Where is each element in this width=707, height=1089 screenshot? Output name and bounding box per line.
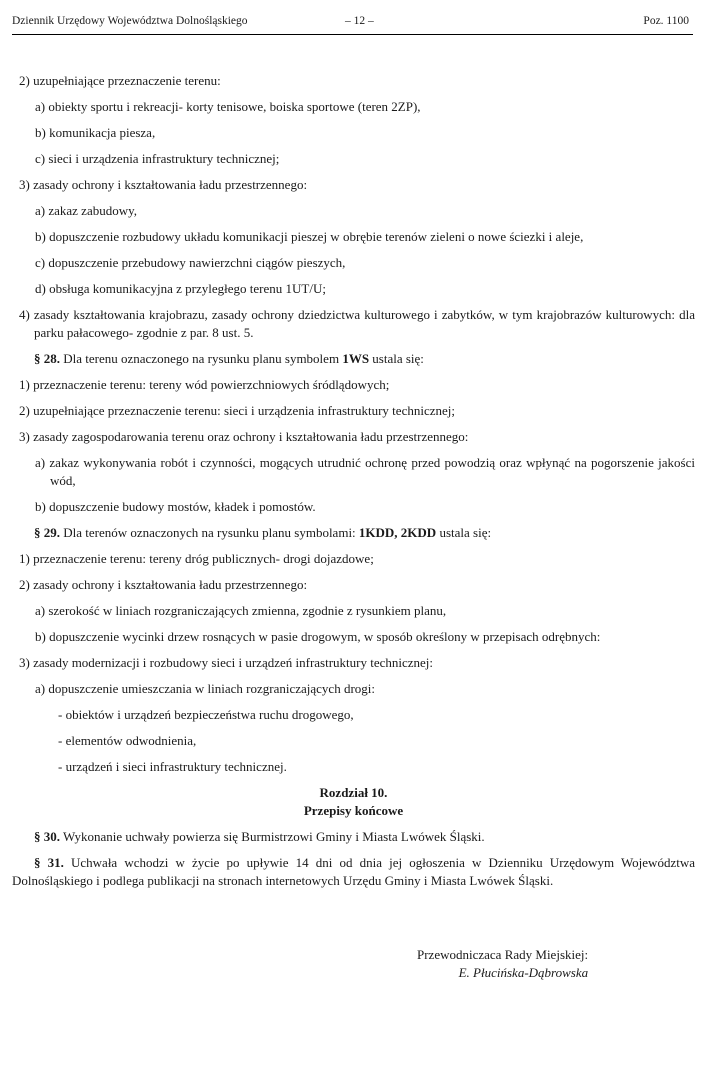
area-symbol: 1KDD, 2KDD	[358, 525, 437, 540]
chapter-heading	[12, 784, 695, 820]
list-item: a) obiekty sportu i rekreacji- korty tenisowe, boiska sportowe (teren 2ZP),	[35, 99, 421, 114]
list-item: d) obsługa komunikacyjna z przyległego terenu 1UT/U;	[35, 281, 326, 296]
journal-title: Dziennik Urzędowy Województwa Dolnośląskiego	[12, 15, 248, 27]
list-item: 4) zasady kształtowania krajobrazu, zasady ochrony dziedzictwa kulturowego i zabytków, w tym krajobrazów kulturowych: dla parku pałacowego- zgodnie z par. 8 ust. 5.	[19, 307, 695, 340]
paragraph-28	[12, 350, 695, 368]
list-item: b) dopuszczenie budowy mostów, kładek i pomostów.	[35, 499, 316, 514]
paragraph-text: Uchwała wchodzi w życie po upływie 14 dni od dnia jej ogłoszenia w Dzienniku Urzędowym Województwa Dolnośląskiego i podlega publikacji na stronach internetowych Urzędu Gminy i Miasta Lwówek Śląski.	[12, 855, 695, 888]
list-item: 1) przeznaczenie terenu: tereny dróg publicznych- drogi dojazdowe;	[19, 551, 374, 566]
document-body	[12, 72, 695, 898]
list-item: 3) zasady modernizacji i rozbudowy sieci i urządzeń infrastruktury technicznej:	[19, 655, 434, 670]
paragraph-number: § 31.	[34, 855, 64, 870]
paragraph-text: ustala się:	[436, 525, 492, 540]
list-item: 3) zasady ochrony i kształtowania ładu przestrzennego:	[19, 177, 308, 192]
list-item: 2) zasady ochrony i kształtowania ładu przestrzennego:	[19, 577, 308, 592]
paragraph-29	[12, 524, 695, 542]
paragraph-text: Dla terenu oznaczonego na rysunku planu symbolem	[60, 351, 343, 366]
page-number: – 12 –	[345, 15, 374, 27]
list-item: a) szerokość w liniach rozgraniczających zmienna, zgodnie z rysunkiem planu,	[35, 603, 447, 618]
list-item: 3) zasady zagospodarowania terenu oraz ochrony i kształtowania ładu przestrzennego:	[19, 429, 469, 444]
list-item: - elementów odwodnienia,	[58, 733, 197, 748]
list-item: a) dopuszczenie umieszczania w liniach rozgraniczających drogi:	[35, 681, 375, 696]
list-item: 2) uzupełniające przeznaczenie terenu: sieci i urządzenia infrastruktury technicznej;	[19, 403, 455, 418]
list-item: - urządzeń i sieci infrastruktury technicznej.	[58, 759, 287, 774]
list-item: b) dopuszczenie rozbudowy układu komunikacji pieszej w obrębie terenów zieleni o nowe ściezki i aleje,	[35, 229, 584, 244]
list-item: c) dopuszczenie przebudowy nawierzchni ciągów pieszych,	[35, 255, 346, 270]
chapter-number: Rozdział 10.	[319, 785, 388, 800]
paragraph-number: § 29.	[34, 525, 60, 540]
list-item: a) zakaz zabudowy,	[35, 203, 138, 218]
paragraph-number: § 28.	[34, 351, 60, 366]
paragraph-31	[12, 854, 695, 890]
signatory-role: Przewodniczaca Rady Miejskiej:	[417, 947, 589, 962]
paragraph-text: Dla terenów oznaczonych na rysunku planu symbolami:	[60, 525, 359, 540]
paragraph-number: § 30.	[34, 829, 60, 844]
list-item: c) sieci i urządzenia infrastruktury technicznej;	[35, 151, 280, 166]
list-item: - obiektów i urządzeń bezpieczeństwa ruchu drogowego,	[58, 707, 354, 722]
paragraph-text: Wykonanie uchwały powierza się Burmistrzowi Gminy i Miasta Lwówek Śląski.	[60, 829, 485, 844]
page-header	[12, 12, 693, 35]
paragraph-text: ustala się:	[369, 351, 424, 366]
position-number: Poz. 1100	[643, 15, 689, 27]
list-item: b) dopuszczenie wycinki drzew rosnących w pasie drogowym, w sposób określony w przepisach odrębnych:	[35, 629, 601, 644]
list-item: 2) uzupełniające przeznaczenie terenu:	[19, 73, 221, 88]
signatory-name: E. Płucińska-Dąbrowska	[458, 965, 589, 980]
list-item: b) komunikacja piesza,	[35, 125, 156, 140]
chapter-title: Przepisy końcowe	[303, 803, 404, 818]
area-symbol: 1WS	[342, 351, 370, 366]
paragraph-30	[12, 828, 695, 846]
signature-block	[417, 946, 588, 982]
list-item: a) zakaz wykonywania robót i czynności, mogących utrudnić ochronę przed powodzią oraz wpłynąć na pogorszenie jakości wód,	[35, 455, 695, 488]
list-item: 1) przeznaczenie terenu: tereny wód powierzchniowych śródlądowych;	[19, 377, 390, 392]
